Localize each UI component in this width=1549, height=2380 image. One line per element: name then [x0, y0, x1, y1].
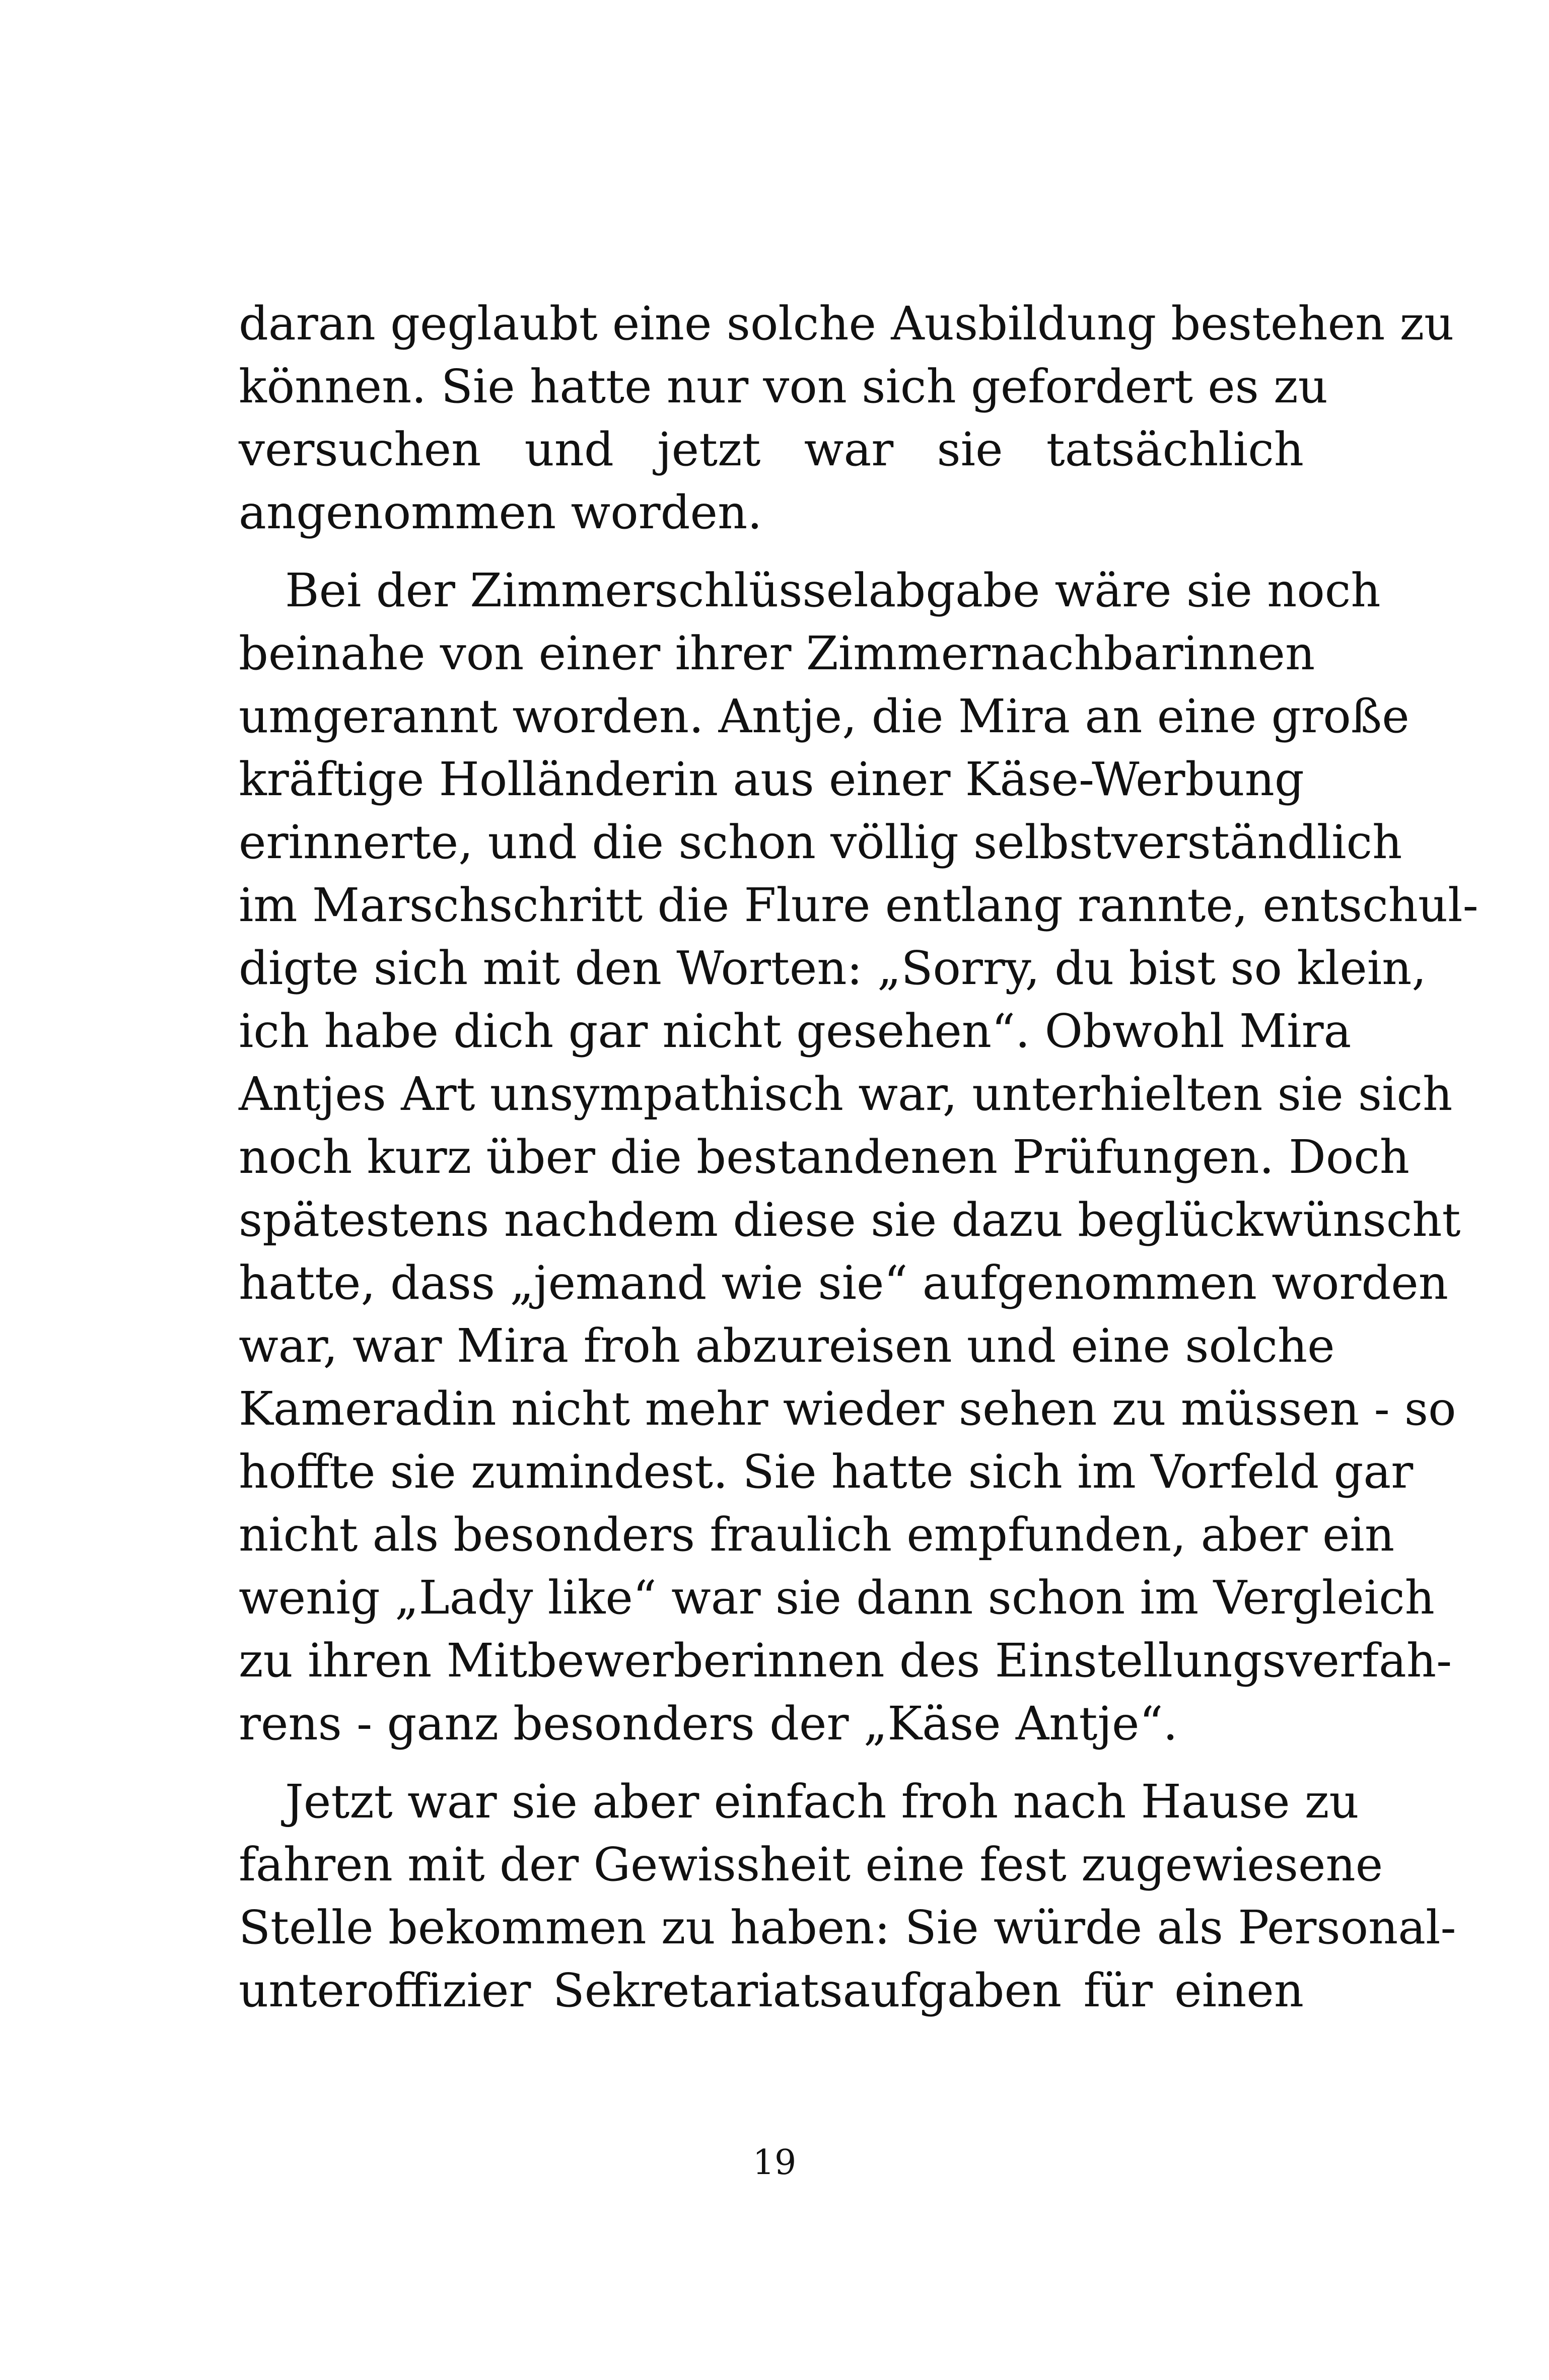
text-line: können. Sie hatte nur von sich gefordert es zu	[239, 360, 1328, 413]
text-line: erinnerte, und die schon völlig selbstverständlich	[239, 815, 1402, 869]
text-line: ich habe dich gar nicht gesehen“. Obwohl Mira	[239, 1004, 1352, 1058]
text-line: fahren mit der Gewissheit eine fest zugewiesene	[239, 1838, 1383, 1892]
text-line: angenommen worden.	[239, 485, 762, 539]
text-line: im Marschschritt die Flure entlang rannte, entschul-	[239, 878, 1478, 932]
text-line: Jetzt war sie aber einfach froh nach Hause zu	[285, 1775, 1359, 1829]
text-line: daran geglaubt eine solche Ausbildung bestehen zu	[239, 297, 1454, 351]
text-line: beinahe von einer ihrer Zimmernachbarinnen	[239, 626, 1315, 680]
text-line: kräftige Holländerin aus einer Käse-Werbung	[239, 752, 1304, 806]
page-body	[239, 292, 1478, 2022]
text-line: unteroffizier Sekretariatsaufgaben für einen	[239, 1964, 1304, 2017]
text-line: noch kurz über die bestandenen Prüfungen. Doch	[239, 1130, 1410, 1184]
text-line: spätestens nachdem diese sie dazu beglückwünscht	[239, 1193, 1461, 1247]
text-line: Antjes Art unsympathisch war, unterhielten sie sich	[239, 1067, 1453, 1121]
text-line: digte sich mit den Worten: „Sorry, du bist so klein,	[239, 941, 1427, 995]
text-line: wenig „Lady like“ war sie dann schon im Vergleich	[239, 1571, 1435, 1625]
text-line: war, war Mira froh abzureisen und eine solche	[239, 1319, 1335, 1373]
paragraph-gap	[239, 544, 1304, 559]
text-line: umgerannt worden. Antje, die Mira an eine große	[239, 689, 1410, 743]
paragraph-2	[239, 559, 1478, 1755]
text-line: nicht als besonders fraulich empfunden, aber ein	[239, 1508, 1395, 1562]
paragraph-gap	[239, 1755, 1304, 1770]
text-line: Stelle bekommen zu haben: Sie würde als Personal-	[239, 1901, 1456, 1954]
text-line: hoffte sie zumindest. Sie hatte sich im Vorfeld gar	[239, 1445, 1414, 1499]
paragraph-3	[239, 1770, 1456, 2022]
page-number: 19	[752, 2143, 797, 2183]
text-line: Kameradin nicht mehr wieder sehen zu müssen - so	[239, 1382, 1456, 1436]
text-line: zu ihren Mitbewerberinnen des Einstellungsverfah-	[239, 1634, 1452, 1688]
text-line: rens - ganz besonders der „Käse Antje“.	[239, 1697, 1178, 1751]
text-line: versuchen und jetzt war sie tatsächlich	[239, 423, 1304, 476]
text-line: Bei der Zimmerschlüsselabgabe wäre sie noch	[285, 564, 1381, 617]
paragraph-1	[239, 292, 1454, 544]
text-line: hatte, dass „jemand wie sie“ aufgenommen worden	[239, 1256, 1448, 1310]
